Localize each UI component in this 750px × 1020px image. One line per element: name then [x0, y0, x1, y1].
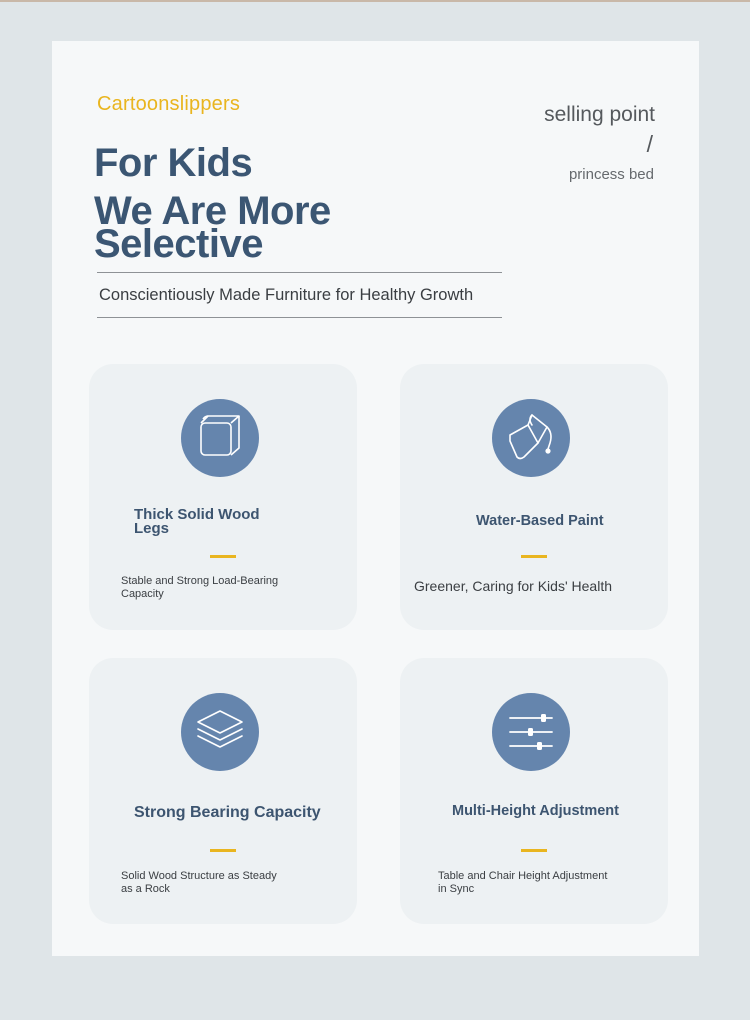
- feature-title: Water-Based Paint: [476, 513, 604, 529]
- selling-point-label: selling point: [544, 103, 655, 126]
- accent-dash: [521, 849, 547, 852]
- headline-line-2: We Are More: [94, 189, 331, 233]
- feature-desc-line-2: as a Rock: [121, 883, 170, 895]
- feature-card-water-paint: [400, 364, 668, 630]
- accent-dash: [210, 555, 236, 558]
- layers-icon: [181, 693, 259, 771]
- feature-desc-line-2: in Sync: [438, 883, 475, 895]
- feature-desc-line-1: Stable and Strong Load-Bearing: [121, 575, 279, 587]
- feature-title-line-2: Legs: [134, 520, 170, 537]
- feature-card-bearing-capacity: [89, 658, 357, 924]
- icon-badge: [181, 693, 259, 771]
- subtitle: Conscientiously Made Furniture for Healthy Growth: [99, 286, 474, 304]
- feature-desc-line-1: Solid Wood Structure as Steady: [121, 870, 277, 882]
- cube-icon: [181, 399, 259, 477]
- feature-desc: Greener, Caring for Kids' Health: [414, 578, 612, 594]
- brand-name: Cartoonslippers: [97, 93, 241, 115]
- icon-badge: [492, 693, 570, 771]
- icon-badge: [492, 399, 570, 477]
- feature-desc-line-2: Capacity: [121, 588, 164, 600]
- feature-title: Strong Bearing Capacity: [134, 804, 321, 821]
- feature-card-height-adjustment: [400, 658, 668, 924]
- product-name: princess bed: [568, 166, 654, 183]
- feature-card-wood-legs: [89, 364, 357, 630]
- icon-badge: [181, 399, 259, 477]
- paint-bucket-icon: [492, 399, 570, 477]
- headline-line-1: For Kids: [94, 141, 253, 185]
- slash-divider: /: [646, 131, 653, 157]
- feature-title: Multi-Height Adjustment: [452, 803, 619, 819]
- subtitle-bottom-rule: [97, 317, 502, 318]
- accent-dash: [521, 555, 547, 558]
- feature-title-line-1: Thick Solid Wood: [134, 506, 260, 523]
- sliders-icon: [492, 693, 570, 771]
- accent-dash: [210, 849, 236, 852]
- feature-desc-line-1: Table and Chair Height Adjustment: [438, 870, 608, 882]
- top-edge-line: [0, 0, 750, 2]
- subtitle-top-rule: [97, 272, 502, 273]
- headline-line-3: Selective: [94, 222, 263, 266]
- content-panel: [52, 41, 699, 956]
